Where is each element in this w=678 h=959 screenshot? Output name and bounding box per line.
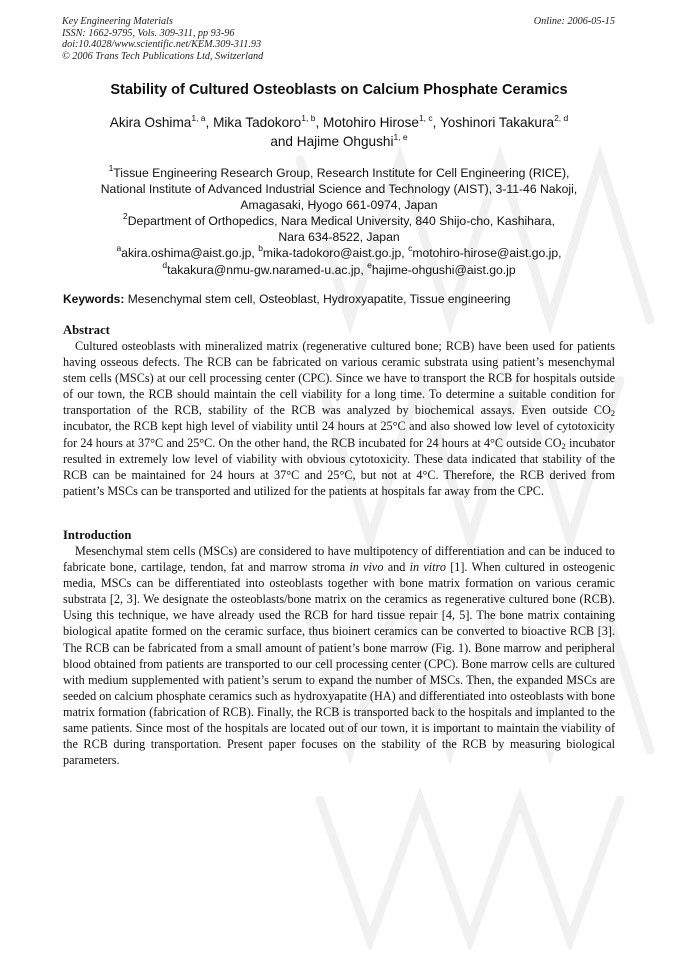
intro-text: Mesenchymal stem cells (MSCs) are considered to have multipotency of differentiation and can be induced to fabricate bone, cartilage, tendon, fat and marrow stroma xyxy=(63,544,615,575)
abstract-text: incubator, the RCB kept high level of viability until 24 hours at 25°C and also showed low level of cytotoxicity for 24 hours at 37°C and 25°C. On the other hand, the RCB incubated for 24 hours at 4°C outside CO xyxy=(63,419,615,450)
email-link[interactable]: hajime-ohgushi@aist.go.jp xyxy=(371,262,516,277)
author-sup: 1, b xyxy=(301,113,316,123)
author-sup: 1, c xyxy=(418,113,433,123)
introduction-section xyxy=(63,527,615,768)
author-name: and Hajime Ohgushi xyxy=(270,134,394,149)
email-sup: a xyxy=(116,243,122,254)
keywords-text: Mesenchymal stem cell, Osteoblast, Hydroxyapatite, Tissue engineering xyxy=(124,292,511,306)
author-list xyxy=(40,113,638,151)
introduction-paragraph xyxy=(63,543,615,768)
author-sup: 2, d xyxy=(554,113,569,123)
aff-sup: 1 xyxy=(108,163,114,173)
aff-sup: 2 xyxy=(123,211,128,222)
abstract-text: incubator resulted in extremely low level of viability with obvious cytotoxicity. These data indicated that stability of the RCB can be maintained for 24 hours at 37°C and 25°C, but not at 4°C. Therefore, the RCB derived from patient’s MSCs can be transported and utilized for the patients at hospitals far away from the CPC. xyxy=(63,435,615,498)
journal-header xyxy=(62,16,263,62)
introduction-heading: Introduction xyxy=(63,528,132,542)
subscript: 2 xyxy=(610,408,615,419)
abstract-section xyxy=(63,322,615,499)
email-link[interactable]: mika-tadokoro@aist.go.jp, xyxy=(262,246,409,261)
online-date: Online: 2006-05-15 xyxy=(533,16,615,27)
email-link[interactable]: akira.oshima@aist.go.jp, xyxy=(121,246,259,261)
keywords-label: Keywords: xyxy=(63,292,125,306)
author-sup: 1, a xyxy=(191,113,206,123)
abstract-text: Cultured osteoblasts with mineralized matrix (regenerative cultured bone; RCB) have been used for patients having osseous defects. The RCB can be fabricated on various ceramic substrata using patient’s mesenchymal stem cells (MSCs) at our cell processing center (CPC). Since we have to transport the RCB for hospitals outside of our town, the RCB should maintain the cell viability for a long time. To determine a suitable condition for transportation of the RCB, stability of the RCB was analyzed by biochemical assays. Even outside CO xyxy=(63,339,615,418)
author-name: , Yoshinori Takakura xyxy=(432,115,555,130)
author-name: Akira Oshima xyxy=(109,115,192,130)
author-sup: 1, e xyxy=(393,132,408,142)
email-sup: e xyxy=(367,259,372,270)
email-sup: c xyxy=(408,243,413,254)
email-sup: b xyxy=(258,243,263,254)
author-name: , Mika Tadokoro xyxy=(205,115,302,130)
issn-line: ISSN: 1662-9795, Vols. 309-311, pp 93-96 xyxy=(62,27,235,39)
affiliation-line: Nara 634-8522, Japan xyxy=(278,230,400,245)
abstract-heading: Abstract xyxy=(63,323,110,337)
affiliation-line: National Institute of Advanced Industrial Science and Technology (AIST), 3-11-46 Nakoji, xyxy=(100,182,578,197)
email-link[interactable]: motohiro-hirose@aist.go.jp, xyxy=(412,246,562,261)
email-link[interactable]: takakura@nmu-gw.naramed-u.ac.jp, xyxy=(167,262,368,277)
intro-text: and xyxy=(383,560,410,575)
affiliation-line: Tissue Engineering Research Group, Research Institute for Cell Engineering (RICE), xyxy=(113,166,570,180)
author-name: , Motohiro Hirose xyxy=(315,115,419,130)
keywords xyxy=(63,292,623,306)
affiliations xyxy=(40,165,638,278)
intro-text: [1]. When cultured in osteogenic media, MSCs can be differentiated into osteoblasts together with bone matrix formation on various ceramic substrata [2, 3]. We designate the osteoblasts/bone matrix on the ceramics as regenerative cultured bone (RCB). Using this technique, we have already used the RCB for hard tissue repair [4, 5]. The bone matrix containing biological apatite formed on the ceramic surface, thus bioinert ceramics can be converted to bioactive RCB [3]. The RCB can be fabricated from a small amount of patient’s bone marrow (Fig. 1). Bone marrow and peripheral blood obtained from patients are transported to our cell processing center (CPC). Bone marrow cells are cultured with medium supplemented with patient’s serum to expand the number of MSCs. Then, the expanded MSCs are seeded on calcium phosphate ceramics such as hydroxyapatite (HA) and differentiated into osteoblasts with bone matrix formation (fabrication of RCB). Finally, the RCB is transported back to the hospitals and implanted to the same patients. Since most of the hospitals are located out of our town, it is important to maintain the viability of the RCB during transportation. Present paper focuses on the stability of the RCB by measuring biological parameters. xyxy=(63,560,615,768)
subscript: 2 xyxy=(561,440,566,451)
doi-line: doi:10.4028/www.scientific.net/KEM.309-311.93 xyxy=(62,39,262,50)
paper-title: Stability of Cultured Osteoblasts on Calcium Phosphate Ceramics xyxy=(110,82,568,98)
intro-italic: in vitro xyxy=(409,560,446,575)
journal-name: Key Engineering Materials xyxy=(62,16,173,27)
email-sup: d xyxy=(162,259,168,270)
affiliation-line: Amagasaki, Hyogo 661-0974, Japan xyxy=(240,198,438,213)
affiliation-line: Department of Orthopedics, Nara Medical University, 840 Shijo-cho, Kashihara, xyxy=(127,214,555,229)
copyright-line: © 2006 Trans Tech Publications Ltd, Switzerland xyxy=(62,50,264,62)
intro-italic: in vivo xyxy=(349,560,384,575)
abstract-paragraph xyxy=(63,338,615,499)
